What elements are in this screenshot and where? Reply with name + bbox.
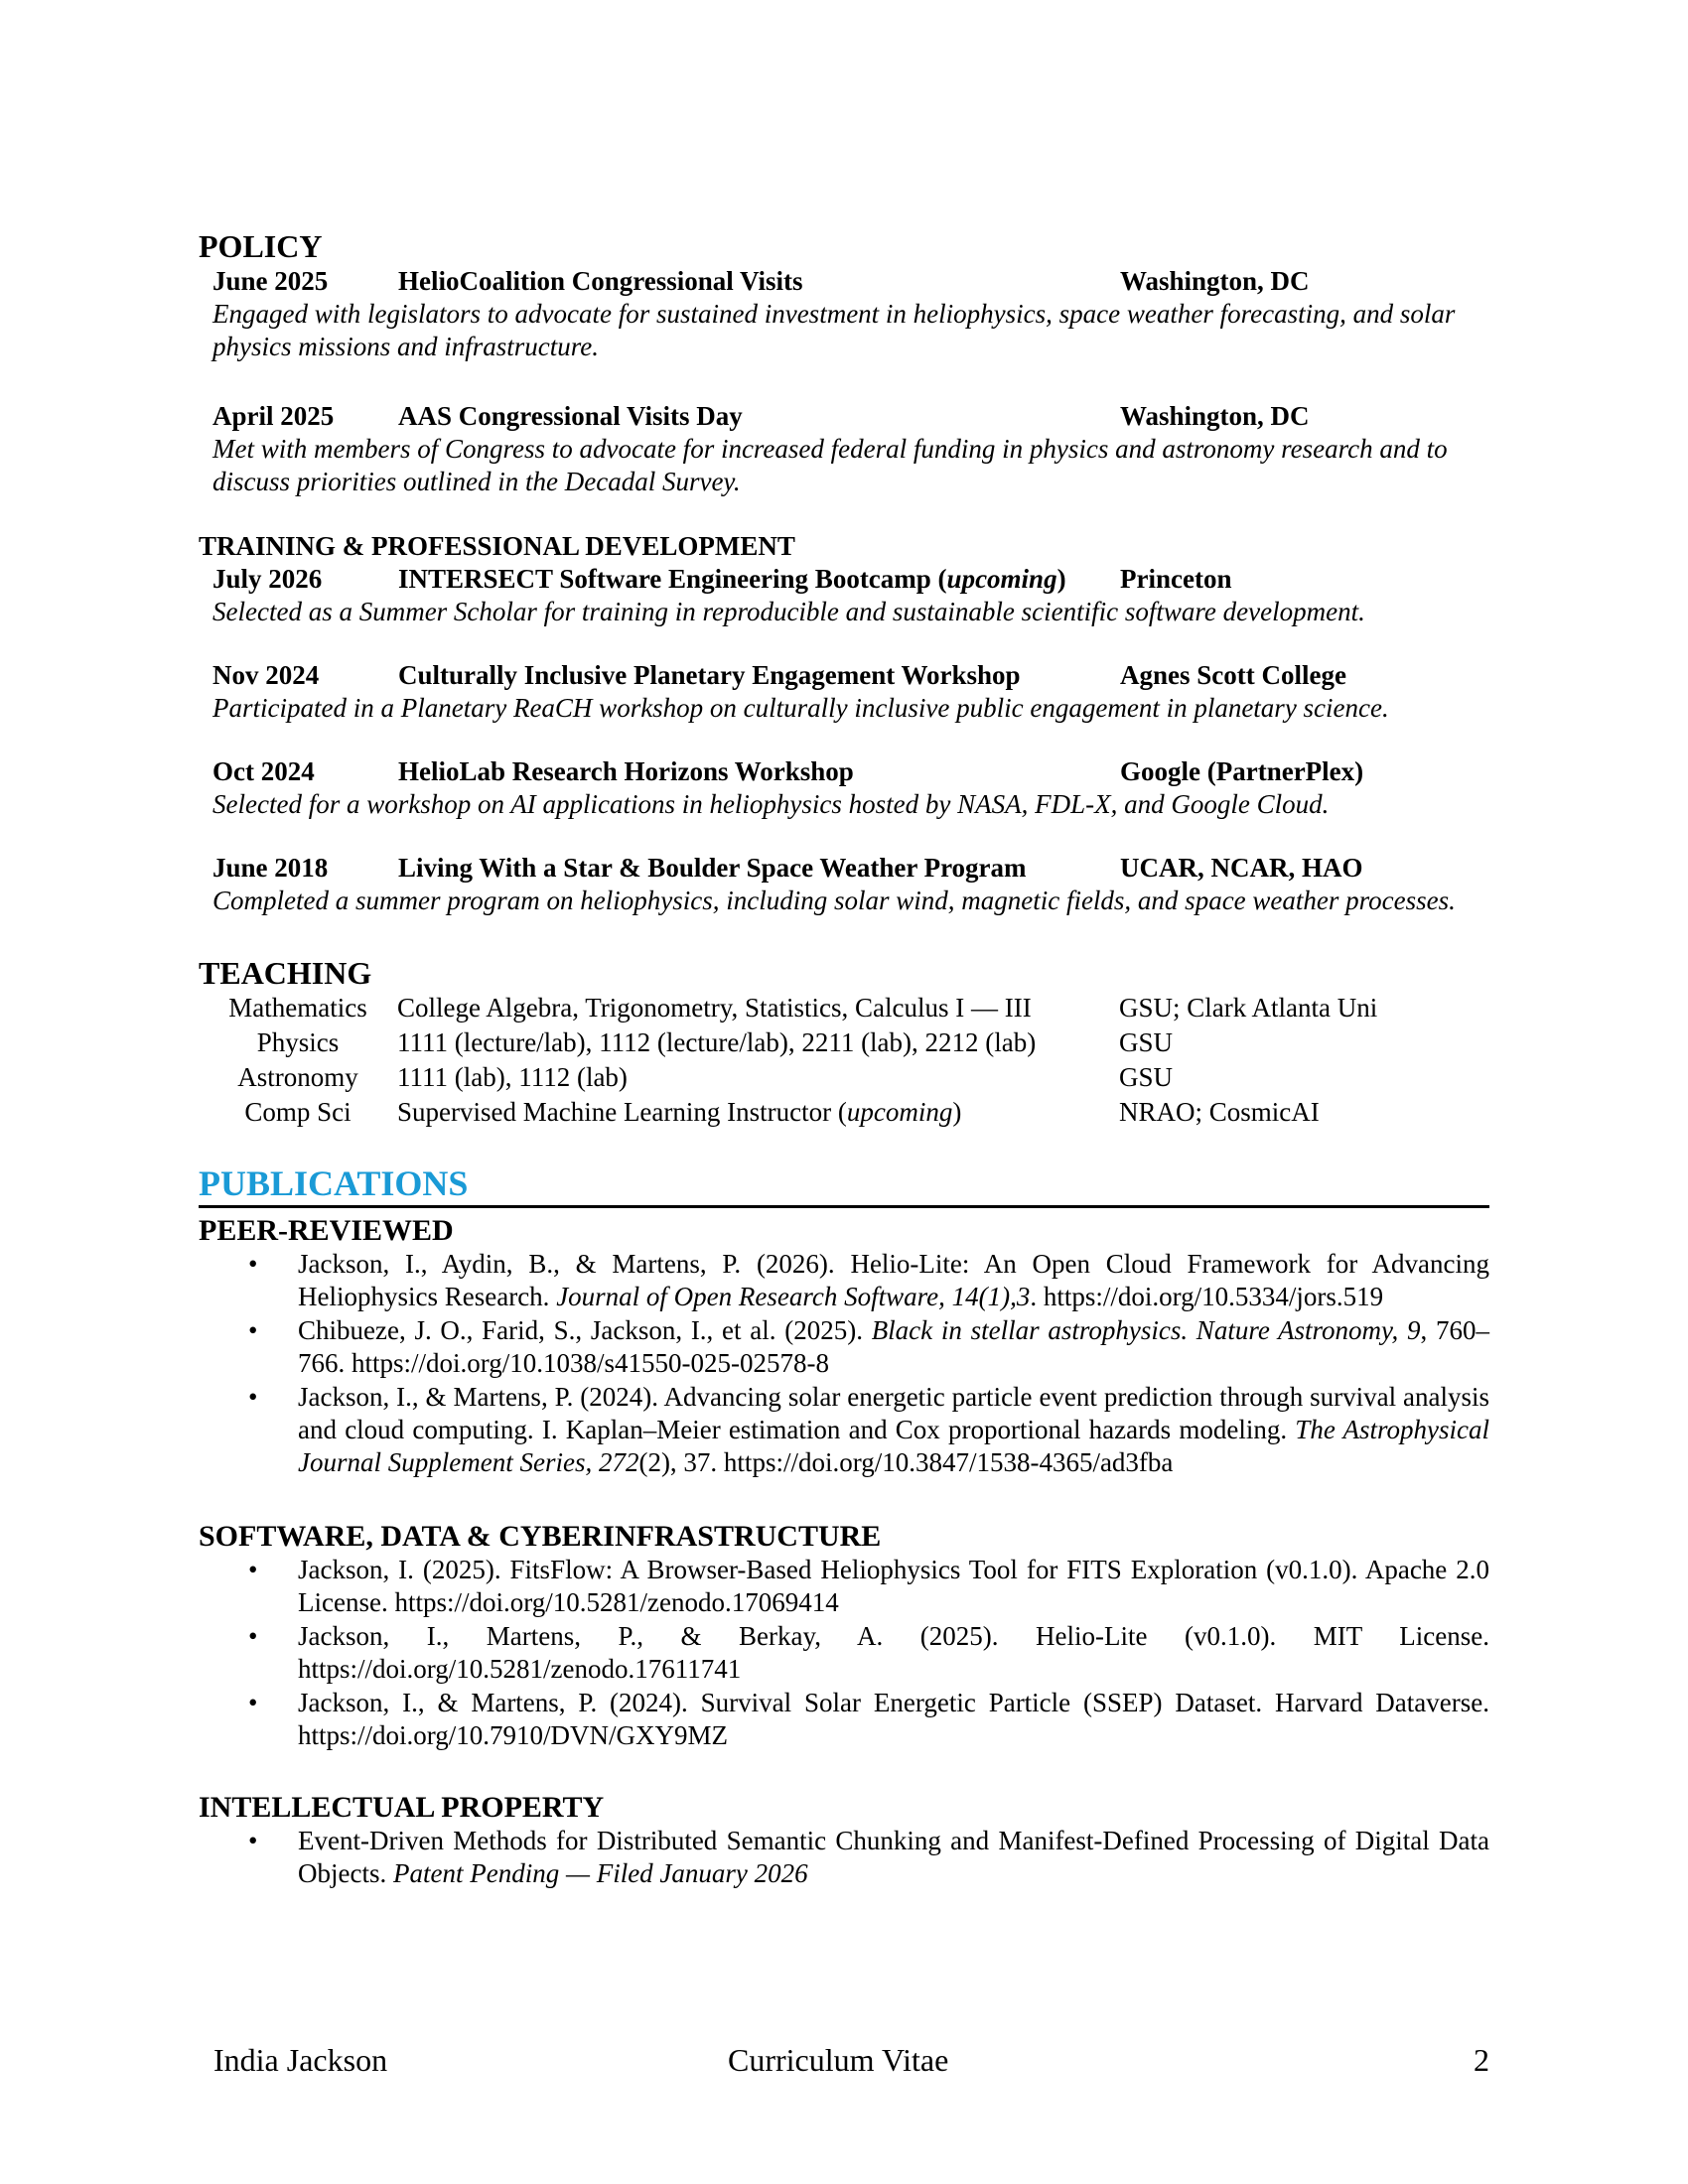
ip-list (199, 1825, 1489, 1890)
section-heading-teaching: TEACHING (199, 955, 372, 991)
list-item: • Jackson, I., Aydin, B., & Martens, P. (2026). Helio-Lite: An Open Cloud Framework for Advancing Heliophysics Research. Journal of Open Research Software, 14(1),3. https://doi.org/10.5334/jors.519 (248, 1249, 1489, 1311)
teaching-subject: Comp Sci (244, 1097, 352, 1127)
bullet-icon: • (248, 1688, 258, 1717)
publications-section (199, 1161, 1489, 1890)
bullet-icon: • (248, 1315, 258, 1345)
list-item: • Jackson, I., & Martens, P. (2024). Survival Solar Energetic Particle (SSEP) Dataset. Harvard Dataverse. https://doi.org/10.7910/DVN/GXY9MZ (248, 1688, 1489, 1750)
teaching-row (199, 1060, 1489, 1095)
entry-description: Completed a summer program on heliophysics, including solar wind, magnetic fields, and space weather processes. (212, 886, 1456, 915)
entry-description: Participated in a Planetary ReaCH workshop on culturally inclusive public engagement in planetary science. (212, 693, 1389, 723)
list-item: • Jackson, I., Martens, P., & Berkay, A. (2025). Helio-Lite (v0.1.0). MIT License. https://doi.org/10.5281/zenodo.17611741 (248, 1621, 1489, 1684)
bullet-icon: • (248, 1621, 258, 1651)
subsection-heading-ip: INTELLECTUAL PROPERTY (199, 1791, 605, 1824)
entry-date: June 2025 (212, 266, 329, 296)
list-item: • Event-Driven Methods for Distributed Semantic Chunking and Manifest-Defined Processing of Digital Data Objects. Patent Pending — Filed January 2026 (248, 1826, 1489, 1888)
cv-page (199, 228, 1489, 1891)
bullet-icon: • (248, 1249, 258, 1279)
teaching-location: GSU (1119, 1062, 1174, 1092)
entry-date: July 2026 (212, 564, 323, 594)
section-heading-publications: PUBLICATIONS (199, 1163, 469, 1203)
peer-reviewed-list (199, 1248, 1489, 1479)
entry-location: Washington, DC (1120, 401, 1310, 431)
bullet-icon: • (248, 1382, 258, 1412)
section-heading-training: TRAINING & PROFESSIONAL DEVELOPMENT (199, 531, 795, 561)
training-entry (212, 754, 1489, 821)
teaching-courses: College Algebra, Trigonometry, Statistics, Calculus I — III (397, 993, 1032, 1023)
policy-entry (212, 399, 1489, 498)
software-list (199, 1554, 1489, 1752)
section-heading-policy: POLICY (199, 228, 323, 264)
teaching-row (199, 1095, 1489, 1130)
entry-description: Met with members of Congress to advocate for increased federal funding in physics and astronomy research and to discuss priorities outlined in the Decadal Survey. (212, 434, 1448, 496)
training-entry (212, 851, 1489, 917)
entry-title: Culturally Inclusive Planetary Engagement Workshop (398, 660, 1021, 690)
entry-title: Living With a Star & Boulder Space Weather Program (398, 853, 1027, 883)
entry-location: Washington, DC (1120, 266, 1310, 296)
training-entry (212, 658, 1489, 725)
entry-date: April 2025 (212, 401, 335, 431)
teaching-subject: Mathematics (228, 993, 367, 1023)
entry-location: UCAR, NCAR, HAO (1120, 853, 1363, 883)
teaching-subject: Physics (256, 1027, 340, 1057)
policy-section (199, 228, 1489, 498)
subsection-heading-peer-reviewed: PEER-REVIEWED (199, 1214, 454, 1247)
training-section (199, 530, 1489, 917)
entry-title: HelioLab Research Horizons Workshop (398, 756, 854, 786)
teaching-subject: Astronomy (237, 1062, 358, 1092)
teaching-location: GSU; Clark Atlanta Uni (1119, 993, 1378, 1023)
entry-title: INTERSECT Software Engineering Bootcamp (upcoming) (398, 564, 1066, 594)
entry-location: Google (PartnerPlex) (1120, 756, 1364, 786)
entry-location: Princeton (1120, 564, 1232, 594)
entry-date: Oct 2024 (212, 756, 315, 786)
entry-description: Selected as a Summer Scholar for training in reproducible and sustainable scientific software development. (212, 597, 1365, 626)
list-item: • Jackson, I., & Martens, P. (2024). Advancing solar energetic particle event prediction through survival analysis and cloud computing. I. Kaplan–Meier estimation and Cox proportional hazards modeling. The Astrophysical Journal Supplement Series, 272(2), 37. https://doi.org/10.3847/1538-4365/ad3fba (248, 1382, 1489, 1477)
bullet-icon: • (248, 1555, 258, 1584)
teaching-location: GSU (1119, 1027, 1174, 1057)
section-divider (199, 1205, 1489, 1208)
footer-name: India Jackson (213, 2042, 388, 2078)
footer-doc-title: Curriculum Vitae (728, 2042, 949, 2078)
training-entry (212, 562, 1489, 628)
policy-entry (212, 264, 1489, 363)
list-item: • Chibueze, J. O., Farid, S., Jackson, I., et al. (2025). Black in stellar astrophysics. Nature Astronomy, 9, 760–766. https://doi.org/10.1038/s41550-025-02578-8 (248, 1315, 1490, 1378)
entry-date: June 2018 (212, 853, 329, 883)
entry-description: Engaged with legislators to advocate for sustained investment in heliophysics, space weather forecasting, and solar physics missions and infrastructure. (212, 299, 1456, 361)
page-number: 2 (1474, 2042, 1489, 2078)
entry-date: Nov 2024 (212, 660, 320, 690)
teaching-location: NRAO; CosmicAI (1119, 1097, 1320, 1127)
entry-description: Selected for a workshop on AI applications in heliophysics hosted by NASA, FDL-X, and Google Cloud. (212, 789, 1330, 819)
entry-title: AAS Congressional Visits Day (398, 401, 743, 431)
entry-title: HelioCoalition Congressional Visits (398, 266, 803, 296)
teaching-courses: 1111 (lecture/lab), 1112 (lecture/lab), 2211 (lab), 2212 (lab) (397, 1027, 1037, 1057)
list-item: • Jackson, I. (2025). FitsFlow: A Browser-Based Heliophysics Tool for FITS Exploration (v0.1.0). Apache 2.0 License. https://doi.org/10.5281/zenodo.17069414 (248, 1555, 1489, 1617)
teaching-section (199, 955, 1489, 1130)
subsection-heading-software: SOFTWARE, DATA & CYBERINFRASTRUCTURE (199, 1520, 882, 1553)
teaching-courses: Supervised Machine Learning Instructor (upcoming) (397, 1097, 962, 1127)
teaching-row (199, 991, 1489, 1025)
bullet-icon: • (248, 1826, 258, 1855)
entry-location: Agnes Scott College (1120, 660, 1346, 690)
teaching-row (199, 1025, 1489, 1060)
teaching-courses: 1111 (lab), 1112 (lab) (397, 1062, 628, 1092)
